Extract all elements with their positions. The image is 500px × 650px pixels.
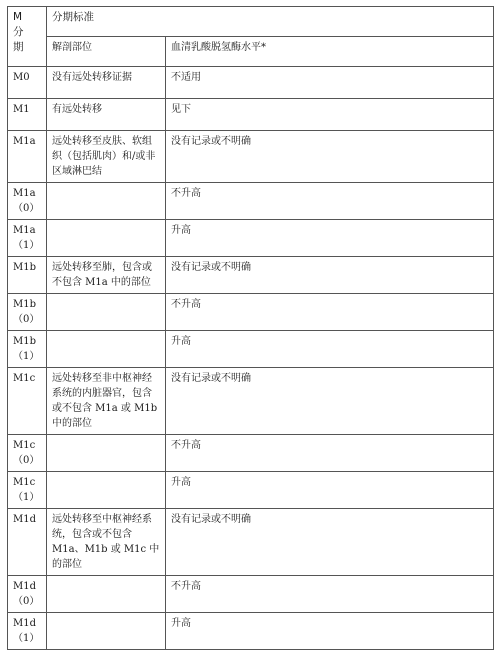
- staging-standard-header: 分期标准: [47, 7, 494, 37]
- m-staging-table: [7, 6, 494, 650]
- anatomic-site-cell: [47, 435, 166, 472]
- m-category-header: [8, 7, 47, 67]
- m-category-suffix: （1）: [13, 240, 40, 251]
- m-category-code: M1a: [13, 136, 36, 147]
- serum-ldh-cell: 见下: [166, 99, 494, 131]
- m-category-cell: [8, 435, 47, 472]
- table-row: [8, 183, 494, 220]
- m-category-cell: [8, 331, 47, 368]
- table-row: [8, 131, 494, 183]
- m-category-code: M1d: [13, 618, 37, 629]
- m-category-suffix: （0）: [13, 596, 40, 607]
- serum-ldh-cell: 没有记录或不明确: [166, 257, 494, 294]
- m-category-code: M1d: [13, 514, 37, 525]
- header-row-1: [8, 7, 494, 37]
- m-category-code: M1b: [13, 336, 37, 347]
- serum-ldh-cell: 升高: [166, 331, 494, 368]
- anatomic-site-cell: 远处转移至非中枢神经系统的内脏器官，包含或不包含 M1a 或 M1b 中的部位: [47, 368, 166, 435]
- anatomic-site-cell: 远处转移至肺，包含或不包含 M1a 中的部位: [47, 257, 166, 294]
- table-row: [8, 368, 494, 435]
- serum-ldh-cell: 不升高: [166, 435, 494, 472]
- m-category-code: M1b: [13, 262, 37, 273]
- anatomic-site-cell: 没有远处转移证据: [47, 67, 166, 99]
- m-category-cell: [8, 294, 47, 331]
- serum-ldh-cell: 不升高: [166, 183, 494, 220]
- m-category-suffix: （1）: [13, 492, 40, 503]
- m-category-cell: [8, 257, 47, 294]
- serum-ldh-cell: 不升高: [166, 576, 494, 613]
- table-row: [8, 220, 494, 257]
- m-category-cell: [8, 99, 47, 131]
- m-category-code: M1a: [13, 188, 36, 199]
- m-category-suffix: （0）: [13, 203, 40, 214]
- serum-ldh-cell: 不升高: [166, 294, 494, 331]
- serum-ldh-cell: 没有记录或不明确: [166, 509, 494, 576]
- m-category-cell: [8, 67, 47, 99]
- serum-ldh-cell: 升高: [166, 613, 494, 650]
- serum-ldh-header: 血清乳酸脱氢酶水平*: [166, 37, 494, 67]
- table-row: [8, 576, 494, 613]
- anatomic-site-cell: [47, 183, 166, 220]
- m-category-cell: [8, 368, 47, 435]
- m-category-cell: [8, 576, 47, 613]
- table-row: [8, 472, 494, 509]
- anatomic-site-cell: [47, 294, 166, 331]
- m-category-suffix: （1）: [13, 351, 40, 362]
- m-category-code: M1c: [13, 477, 36, 488]
- anatomic-site-cell: 有远处转移: [47, 99, 166, 131]
- m-category-cell: [8, 472, 47, 509]
- anatomic-site-cell: [47, 331, 166, 368]
- anatomic-site-cell: 远处转移至皮肤、软组织（包括肌肉）和/或非区域淋巴结: [47, 131, 166, 183]
- table-row: [8, 331, 494, 368]
- m-category-code: M1c: [13, 440, 36, 451]
- m-category-code: M1: [13, 104, 30, 115]
- table-row: [8, 99, 494, 131]
- table-row: [8, 257, 494, 294]
- table-row: [8, 435, 494, 472]
- m-category-header-line2: 期: [13, 41, 24, 53]
- serum-ldh-cell: 升高: [166, 472, 494, 509]
- m-category-code: M1a: [13, 225, 36, 236]
- m-category-suffix: （0）: [13, 314, 40, 325]
- m-category-header-line1: M 分: [13, 11, 33, 38]
- table-row: [8, 67, 494, 99]
- m-category-cell: [8, 509, 47, 576]
- table-body: [8, 7, 494, 650]
- table-row: [8, 613, 494, 650]
- table-row: [8, 294, 494, 331]
- m-category-cell: [8, 131, 47, 183]
- m-category-cell: [8, 613, 47, 650]
- anatomic-site-cell: [47, 220, 166, 257]
- anatomic-site-cell: 远处转移至中枢神经系统，包含或不包含 M1a、M1b 或 M1c 中的部位: [47, 509, 166, 576]
- m-category-code: M1b: [13, 299, 37, 310]
- m-category-code: M1d: [13, 581, 37, 592]
- m-category-code: M0: [13, 72, 30, 83]
- m-category-cell: [8, 220, 47, 257]
- anatomic-site-cell: [47, 472, 166, 509]
- anatomic-site-header: 解剖部位: [47, 37, 166, 67]
- anatomic-site-cell: [47, 613, 166, 650]
- serum-ldh-cell: 没有记录或不明确: [166, 131, 494, 183]
- serum-ldh-cell: 不适用: [166, 67, 494, 99]
- m-category-suffix: （1）: [13, 633, 40, 644]
- m-category-cell: [8, 183, 47, 220]
- m-category-code: M1c: [13, 373, 36, 384]
- header-row-2: [8, 37, 494, 67]
- serum-ldh-cell: 没有记录或不明确: [166, 368, 494, 435]
- table-row: [8, 509, 494, 576]
- anatomic-site-cell: [47, 576, 166, 613]
- m-category-suffix: （0）: [13, 455, 40, 466]
- serum-ldh-cell: 升高: [166, 220, 494, 257]
